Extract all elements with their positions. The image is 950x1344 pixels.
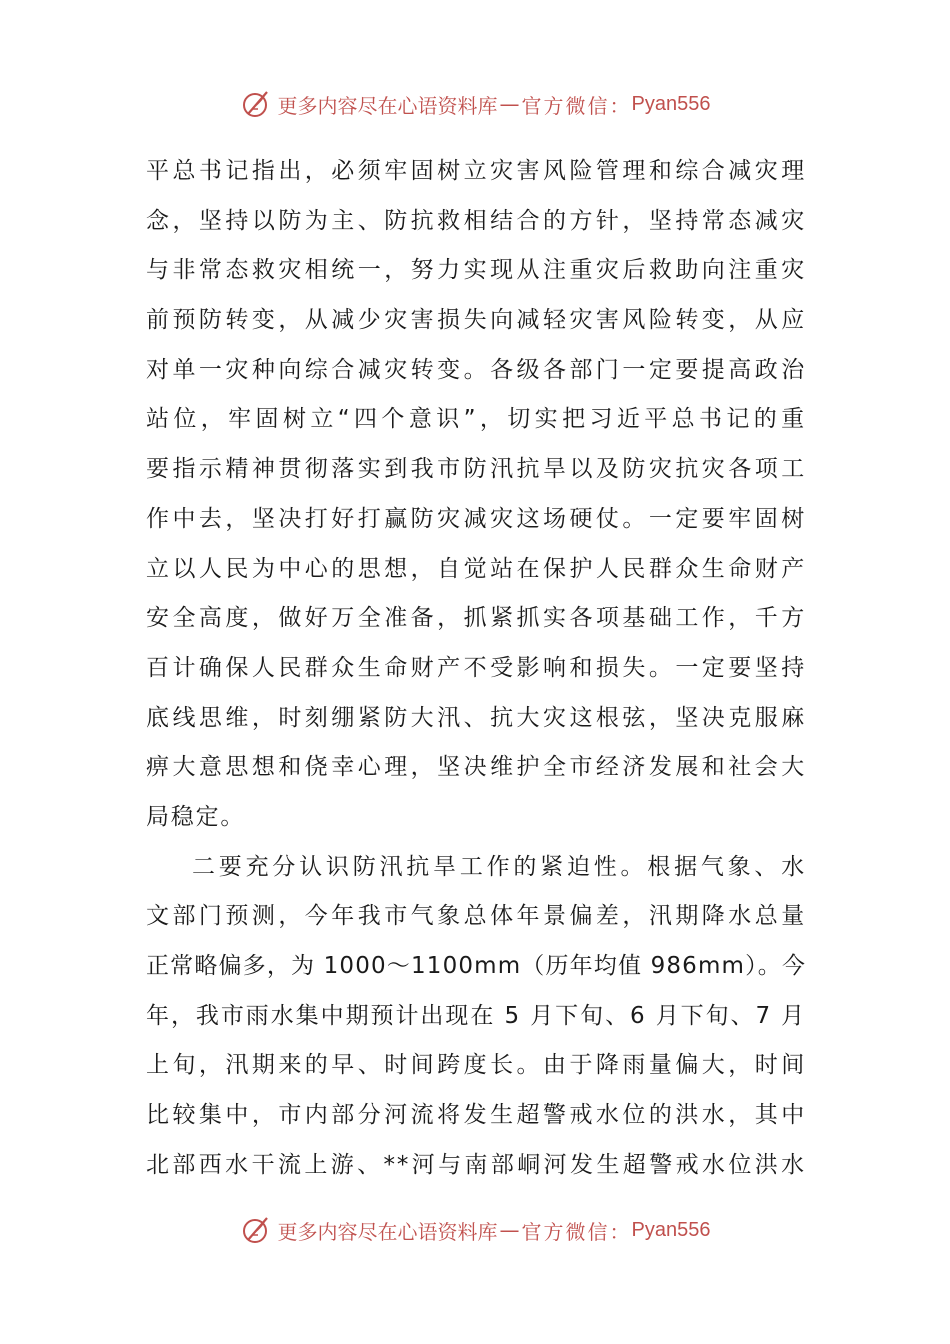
header-slogan: 更多内容尽在心语资料库 xyxy=(277,93,498,118)
footer-wechat-label: 官方微信： xyxy=(521,1219,632,1244)
quill-logo-icon xyxy=(240,1213,274,1247)
body-line: 比较集中，市内部分河流将发生超警戒水位的洪水，其中 xyxy=(146,1102,806,1129)
body-line-paragraph-start: 二要充分认识防汛抗旱工作的紧迫性。根据气象、水 xyxy=(192,853,806,880)
footer-banner xyxy=(0,1210,950,1250)
body-line: 站位，牢固树立“四个意识”，切实把习近平总书记的重 xyxy=(146,406,806,433)
body-line: 文部门预测，今年我市气象总体年景偏差，汛期降水总量 xyxy=(146,903,806,930)
body-line: 平总书记指出，必须牢固树立灾害风险管理和综合减灾理 xyxy=(146,158,806,184)
body-line: 对单一灾种向综合减灾转变。各级各部门一定要提高政治 xyxy=(146,356,806,383)
body-line: 局稳定。 xyxy=(146,803,246,830)
header-dash: — xyxy=(499,92,520,116)
document-body xyxy=(146,147,806,1190)
body-line: 立以人民为中心的思想，自觉站在保护人民群众生命财产 xyxy=(146,555,806,582)
body-line: 年，我市雨水集中期预计出现在 5 月下旬、6 月下旬、7 月 xyxy=(146,1002,806,1029)
footer-dash: — xyxy=(499,1218,520,1242)
body-line: 前预防转变，从减少灾害损失向减轻灾害风险转变，从应 xyxy=(146,307,806,334)
body-line: 作中去，坚决打好打赢防灾减灾这场硬仗。一定要牢固树 xyxy=(146,505,806,532)
footer-wechat-id: Pyan556 xyxy=(631,1218,711,1241)
body-line: 百计确保人民群众生命财产不受影响和损失。一定要坚持 xyxy=(146,654,806,681)
body-line: 底线思维，时刻绷紧防大汛、抗大灾这根弦，坚决克服麻 xyxy=(146,704,806,731)
body-line: 痹大意思想和侥幸心理，坚决维护全市经济发展和社会大 xyxy=(146,754,806,781)
body-line: 安全高度，做好万全准备，抓紧抓实各项基础工作，千方 xyxy=(146,605,806,632)
quill-logo-icon xyxy=(240,87,274,121)
body-line: 正常略偏多，为 1000～1100mm（历年均值 986mm）。今 xyxy=(146,953,807,979)
header-wechat-id: Pyan556 xyxy=(631,92,711,115)
header-wechat-label: 官方微信： xyxy=(521,93,632,118)
body-line: 念，坚持以防为主、防抗救相结合的方针，坚持常态减灾 xyxy=(146,207,806,234)
body-line: 与非常态救灾相统一，努力实现从注重灾后救助向注重灾 xyxy=(146,257,806,284)
body-line: 要指示精神贯彻落实到我市防汛抗旱以及防灾抗灾各项工 xyxy=(146,456,806,483)
body-line: 上旬，汛期来的早、时间跨度长。由于降雨量偏大，时间 xyxy=(146,1052,806,1079)
footer-slogan: 更多内容尽在心语资料库 xyxy=(277,1219,498,1244)
body-line: 北部西水干流上游、**河与南部峒河发生超警戒水位洪水 xyxy=(146,1151,806,1178)
header-banner xyxy=(0,84,950,124)
